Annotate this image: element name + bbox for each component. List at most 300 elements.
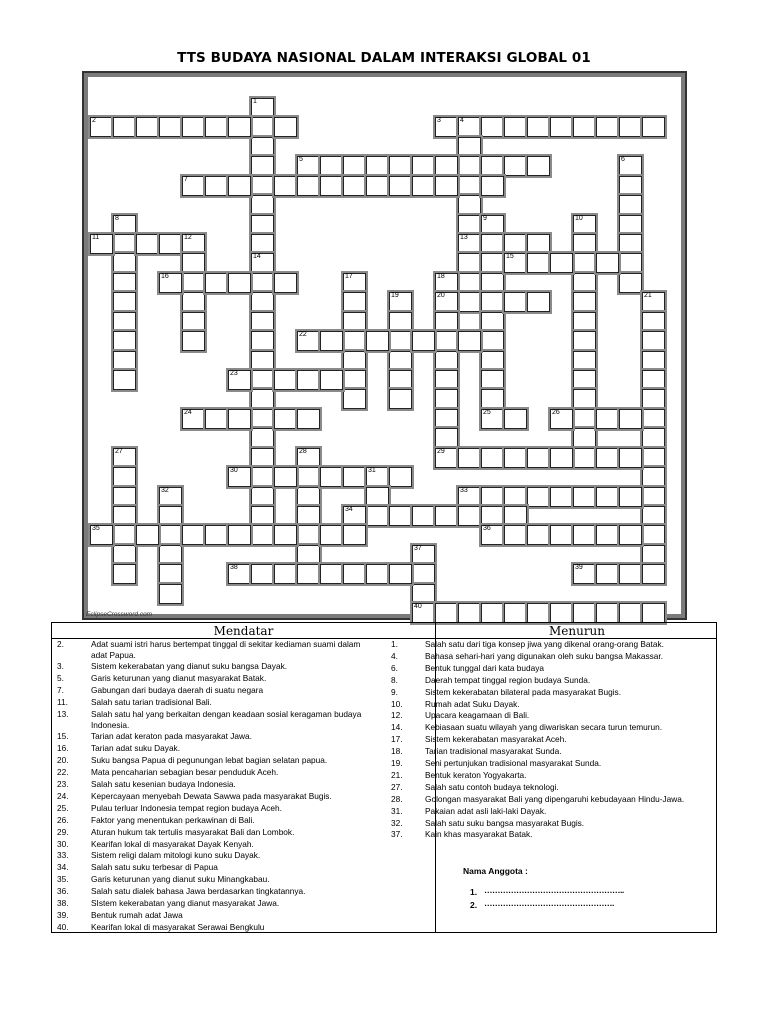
crossword-cell[interactable]	[113, 525, 136, 545]
crossword-cell[interactable]	[596, 603, 619, 623]
crossword-cell[interactable]	[458, 253, 481, 273]
crossword-cell[interactable]	[251, 273, 274, 293]
crossword-cell[interactable]	[159, 273, 182, 293]
crossword-cell[interactable]	[274, 467, 297, 487]
crossword-cell[interactable]	[274, 564, 297, 584]
crossword-cell[interactable]	[619, 564, 642, 584]
crossword-cell[interactable]	[228, 525, 251, 545]
crossword-cell[interactable]	[389, 351, 412, 371]
crossword-cell[interactable]	[527, 117, 550, 137]
crossword-cell[interactable]	[366, 331, 389, 351]
crossword-cell[interactable]	[504, 117, 527, 137]
crossword-cell[interactable]	[573, 234, 596, 254]
crossword-cell[interactable]	[113, 292, 136, 312]
crossword-cell[interactable]	[90, 117, 113, 137]
crossword-cell[interactable]	[435, 292, 458, 312]
crossword-cell[interactable]	[228, 409, 251, 429]
crossword-cell[interactable]	[366, 176, 389, 196]
crossword-cell[interactable]	[182, 331, 205, 351]
crossword-cell[interactable]	[573, 487, 596, 507]
crossword-cell[interactable]	[642, 409, 665, 429]
clue-text: Kepercayaan menyebah Dewata Sawwa pada masyarakat Bugis.	[91, 790, 332, 801]
crossword-cell[interactable]	[159, 506, 182, 526]
crossword-cell[interactable]	[435, 409, 458, 429]
crossword-cell[interactable]	[366, 156, 389, 176]
crossword-cell[interactable]	[458, 331, 481, 351]
crossword-cell[interactable]	[136, 117, 159, 137]
crossword-cell[interactable]	[113, 117, 136, 137]
crossword-cell[interactable]	[642, 525, 665, 545]
crossword-cell[interactable]	[343, 292, 366, 312]
cell-number: 32	[161, 486, 169, 494]
crossword-cell[interactable]	[573, 253, 596, 273]
crossword-cell[interactable]	[113, 215, 136, 235]
crossword-cell[interactable]	[182, 176, 205, 196]
crossword-cell[interactable]	[228, 370, 251, 390]
crossword-cell[interactable]	[481, 117, 504, 137]
cell-number: 38	[230, 564, 238, 572]
crossword-cell[interactable]	[435, 351, 458, 371]
crossword-cell[interactable]	[320, 176, 343, 196]
crossword-cell[interactable]	[458, 292, 481, 312]
crossword-cell[interactable]	[435, 331, 458, 351]
crossword-cell[interactable]	[642, 487, 665, 507]
crossword-cell[interactable]	[251, 156, 274, 176]
crossword-cell[interactable]	[481, 312, 504, 332]
crossword-cell[interactable]	[435, 370, 458, 390]
crossword-cell[interactable]	[366, 487, 389, 507]
crossword-cell[interactable]	[113, 331, 136, 351]
crossword-cell[interactable]	[412, 506, 435, 526]
crossword-cell[interactable]	[274, 525, 297, 545]
crossword-cell[interactable]	[642, 428, 665, 448]
crossword-cell[interactable]	[251, 351, 274, 371]
crossword-cell[interactable]	[481, 234, 504, 254]
crossword-cell[interactable]	[619, 117, 642, 137]
crossword-cell[interactable]	[573, 117, 596, 137]
crossword-cell[interactable]	[297, 525, 320, 545]
crossword-cell[interactable]	[458, 215, 481, 235]
crossword-cell[interactable]	[504, 603, 527, 623]
clue-item	[57, 839, 377, 850]
crossword-cell[interactable]	[642, 467, 665, 487]
crossword-cell[interactable]	[573, 215, 596, 235]
crossword-cell[interactable]	[389, 156, 412, 176]
crossword-cell[interactable]	[182, 312, 205, 332]
crossword-cell[interactable]	[596, 409, 619, 429]
crossword-cell[interactable]	[182, 273, 205, 293]
crossword-cell[interactable]	[619, 448, 642, 468]
clue-number: 4.	[391, 650, 398, 661]
crossword-cell[interactable]	[481, 176, 504, 196]
crossword-cell[interactable]	[297, 331, 320, 351]
crossword-cell[interactable]	[320, 156, 343, 176]
crossword-cell[interactable]	[619, 215, 642, 235]
crossword-cell[interactable]	[389, 467, 412, 487]
crossword-cell[interactable]	[527, 487, 550, 507]
crossword-cell[interactable]	[251, 98, 274, 118]
crossword-cell[interactable]	[435, 448, 458, 468]
crossword-cell[interactable]	[458, 234, 481, 254]
crossword-cell[interactable]	[642, 312, 665, 332]
crossword-cell[interactable]	[182, 409, 205, 429]
crossword-cell[interactable]	[642, 331, 665, 351]
crossword-cell[interactable]	[458, 117, 481, 137]
crossword-cell[interactable]	[550, 117, 573, 137]
crossword-cell[interactable]	[550, 409, 573, 429]
crossword-cell[interactable]	[343, 564, 366, 584]
crossword-cell[interactable]	[504, 292, 527, 312]
clue-text: Sistem kekerabatan yang dianut suku bangsa Dayak.	[91, 661, 288, 672]
crossword-cell[interactable]	[251, 292, 274, 312]
crossword-cell[interactable]	[274, 176, 297, 196]
crossword-cell[interactable]	[435, 312, 458, 332]
crossword-cell[interactable]	[205, 525, 228, 545]
crossword-cell[interactable]	[343, 273, 366, 293]
crossword-cell[interactable]	[251, 195, 274, 215]
crossword-cell[interactable]	[435, 428, 458, 448]
crossword-cell[interactable]	[481, 215, 504, 235]
crossword-cell[interactable]	[550, 603, 573, 623]
crossword-cell[interactable]	[113, 487, 136, 507]
crossword-cell[interactable]	[619, 273, 642, 293]
crossword-cell[interactable]	[596, 117, 619, 137]
crossword-cell[interactable]	[596, 253, 619, 273]
crossword-cell[interactable]	[619, 176, 642, 196]
crossword-cell[interactable]	[435, 603, 458, 623]
crossword-cell[interactable]	[182, 292, 205, 312]
crossword-cell[interactable]	[182, 117, 205, 137]
crossword-cell[interactable]	[504, 448, 527, 468]
crossword-cell[interactable]	[435, 389, 458, 409]
crossword-cell[interactable]	[251, 448, 274, 468]
crossword-cell[interactable]	[573, 389, 596, 409]
crossword-cell[interactable]	[458, 137, 481, 157]
crossword-cell[interactable]	[320, 564, 343, 584]
crossword-cell[interactable]	[366, 506, 389, 526]
crossword-cell[interactable]	[159, 584, 182, 604]
crossword-cell[interactable]	[343, 176, 366, 196]
clue-number: 34.	[57, 862, 69, 873]
crossword-cell[interactable]	[550, 487, 573, 507]
crossword-cell[interactable]	[182, 234, 205, 254]
crossword-cell[interactable]	[573, 273, 596, 293]
crossword-cell[interactable]	[297, 467, 320, 487]
crossword-cell[interactable]	[297, 448, 320, 468]
crossword-cell[interactable]	[205, 176, 228, 196]
crossword-cell[interactable]	[504, 156, 527, 176]
crossword-cell[interactable]	[389, 370, 412, 390]
crossword-cell[interactable]	[435, 156, 458, 176]
crossword-cell[interactable]	[458, 603, 481, 623]
crossword-cell[interactable]	[251, 234, 274, 254]
crossword-cell[interactable]	[573, 525, 596, 545]
crossword-cell[interactable]	[481, 487, 504, 507]
crossword-cell[interactable]	[596, 487, 619, 507]
crossword-cell[interactable]	[435, 506, 458, 526]
crossword-cell[interactable]	[159, 545, 182, 565]
crossword-cell[interactable]	[136, 234, 159, 254]
crossword-cell[interactable]	[527, 156, 550, 176]
crossword-cell[interactable]	[389, 389, 412, 409]
crossword-cell[interactable]	[619, 156, 642, 176]
crossword-cell[interactable]	[642, 564, 665, 584]
clue-item	[57, 922, 377, 933]
crossword-cell[interactable]	[205, 409, 228, 429]
crossword-cell[interactable]	[343, 156, 366, 176]
clue-number: 17.	[391, 734, 403, 745]
crossword-cell[interactable]	[504, 487, 527, 507]
crossword-cell[interactable]	[251, 487, 274, 507]
crossword-cell[interactable]	[159, 487, 182, 507]
crossword-cell[interactable]	[619, 487, 642, 507]
crossword-cell[interactable]	[481, 389, 504, 409]
crossword-cell[interactable]	[297, 370, 320, 390]
crossword-cell[interactable]	[274, 409, 297, 429]
crossword-cell[interactable]	[412, 156, 435, 176]
crossword-cell[interactable]	[412, 545, 435, 565]
crossword-cell[interactable]	[343, 506, 366, 526]
clue-number: 32.	[391, 817, 403, 828]
crossword-cell[interactable]	[458, 195, 481, 215]
crossword-cell[interactable]	[573, 292, 596, 312]
crossword-cell[interactable]	[458, 176, 481, 196]
cell-number: 15	[506, 253, 514, 261]
crossword-cell[interactable]	[251, 215, 274, 235]
crossword-cell[interactable]	[642, 292, 665, 312]
crossword-cell[interactable]	[228, 564, 251, 584]
crossword-cell[interactable]	[274, 117, 297, 137]
crossword-cell[interactable]	[412, 331, 435, 351]
crossword-cell[interactable]	[90, 525, 113, 545]
crossword-cell[interactable]	[573, 351, 596, 371]
cell-number: 28	[299, 447, 307, 455]
crossword-cell[interactable]	[297, 487, 320, 507]
crossword-cell[interactable]	[228, 176, 251, 196]
crossword-cell[interactable]	[205, 117, 228, 137]
crossword-cell[interactable]	[481, 253, 504, 273]
crossword-cell[interactable]	[159, 117, 182, 137]
crossword-cell[interactable]	[343, 467, 366, 487]
crossword-cell[interactable]	[205, 273, 228, 293]
crossword-cell[interactable]	[228, 467, 251, 487]
crossword-cell[interactable]	[113, 273, 136, 293]
crossword-cell[interactable]	[251, 389, 274, 409]
crossword-cell[interactable]	[251, 467, 274, 487]
crossword-cell[interactable]	[481, 525, 504, 545]
crossword-cell[interactable]	[113, 312, 136, 332]
crossword-cell[interactable]	[389, 312, 412, 332]
crossword-cell[interactable]	[251, 312, 274, 332]
crossword-cell[interactable]	[504, 409, 527, 429]
down-header: Menurun	[548, 624, 606, 638]
crossword-cell[interactable]	[504, 525, 527, 545]
crossword-cell[interactable]	[251, 137, 274, 157]
crossword-cell[interactable]	[642, 117, 665, 137]
crossword-cell[interactable]	[251, 409, 274, 429]
crossword-cell[interactable]	[573, 603, 596, 623]
crossword-cell[interactable]	[389, 292, 412, 312]
crossword-cell[interactable]	[297, 506, 320, 526]
crossword-cell[interactable]	[320, 370, 343, 390]
crossword-cell[interactable]	[458, 487, 481, 507]
crossword-cell[interactable]	[642, 351, 665, 371]
crossword-cell[interactable]	[642, 448, 665, 468]
crossword-cell[interactable]	[550, 448, 573, 468]
crossword-cell[interactable]	[343, 351, 366, 371]
crossword-cell[interactable]	[297, 176, 320, 196]
crossword-cell[interactable]	[251, 564, 274, 584]
crossword-cell[interactable]	[251, 428, 274, 448]
crossword-cell[interactable]	[343, 370, 366, 390]
crossword-cell[interactable]	[343, 331, 366, 351]
crossword-cell[interactable]	[366, 467, 389, 487]
crossword-cell[interactable]	[320, 331, 343, 351]
crossword-cell[interactable]	[343, 312, 366, 332]
crossword-cell[interactable]	[297, 564, 320, 584]
crossword-cell[interactable]	[90, 234, 113, 254]
crossword-cell[interactable]	[596, 564, 619, 584]
crossword-cell[interactable]	[412, 564, 435, 584]
crossword-cell[interactable]	[619, 409, 642, 429]
crossword-cell[interactable]	[113, 467, 136, 487]
crossword-cell[interactable]	[251, 253, 274, 273]
crossword-cell[interactable]	[642, 603, 665, 623]
crossword-cell[interactable]	[251, 331, 274, 351]
crossword-cell[interactable]	[619, 234, 642, 254]
clue-text: Bentuk tunggal dari kata budaya	[425, 662, 545, 673]
crossword-cell[interactable]	[619, 603, 642, 623]
crossword-cell[interactable]	[113, 253, 136, 273]
crossword-cell[interactable]	[412, 603, 435, 623]
crossword-cell[interactable]	[573, 312, 596, 332]
crossword-cell[interactable]	[481, 351, 504, 371]
crossword-cell[interactable]	[159, 564, 182, 584]
crossword-cell[interactable]	[481, 409, 504, 429]
crossword-cell[interactable]	[573, 409, 596, 429]
crossword-cell[interactable]	[619, 525, 642, 545]
crossword-cell[interactable]	[389, 506, 412, 526]
crossword-cell[interactable]	[113, 234, 136, 254]
crossword-cell[interactable]	[389, 176, 412, 196]
clue-text: Seni pertunjukan tradisional masyarakat Sunda.	[425, 758, 602, 768]
crossword-cell[interactable]	[527, 253, 550, 273]
crossword-cell[interactable]	[251, 370, 274, 390]
clue-item	[57, 827, 377, 838]
crossword-cell[interactable]	[435, 117, 458, 137]
crossword-cell[interactable]	[619, 195, 642, 215]
clue-text: Upacara keagamaan di Bali.	[425, 710, 530, 721]
cell-number: 31	[368, 467, 376, 475]
crossword-cell[interactable]	[527, 292, 550, 312]
crossword-cell[interactable]	[481, 448, 504, 468]
crossword-cell[interactable]	[435, 273, 458, 293]
crossword-cell[interactable]	[343, 525, 366, 545]
clue-item	[391, 734, 709, 745]
crossword-cell[interactable]	[504, 234, 527, 254]
crossword-cell[interactable]	[481, 156, 504, 176]
crossword-cell[interactable]	[596, 525, 619, 545]
crossword-cell[interactable]	[251, 117, 274, 137]
crossword-cell[interactable]	[182, 525, 205, 545]
crossword-cell[interactable]	[389, 331, 412, 351]
crossword-cell[interactable]	[320, 525, 343, 545]
crossword-cell[interactable]	[182, 253, 205, 273]
crossword-cell[interactable]	[113, 545, 136, 565]
crossword-cell[interactable]	[527, 234, 550, 254]
crossword-cell[interactable]	[550, 253, 573, 273]
crossword-cell[interactable]	[527, 448, 550, 468]
crossword-cell[interactable]	[481, 603, 504, 623]
crossword-cell[interactable]	[642, 389, 665, 409]
clue-text: Sistem kekerabatan bilateral pada masyarakat Bugis.	[425, 686, 622, 697]
crossword-cell[interactable]	[596, 448, 619, 468]
crossword-cell[interactable]	[274, 370, 297, 390]
crossword-cell[interactable]	[573, 370, 596, 390]
crossword-cell[interactable]	[458, 506, 481, 526]
crossword-cell[interactable]	[481, 273, 504, 293]
crossword-cell[interactable]	[412, 176, 435, 196]
crossword-cell[interactable]	[251, 506, 274, 526]
crossword-cell[interactable]	[527, 603, 550, 623]
crossword-cell[interactable]	[573, 564, 596, 584]
crossword-cell[interactable]	[642, 545, 665, 565]
crossword-cell[interactable]	[297, 409, 320, 429]
crossword-cell[interactable]	[159, 234, 182, 254]
crossword-cell[interactable]	[527, 525, 550, 545]
crossword-cell[interactable]	[619, 253, 642, 273]
crossword-cell[interactable]	[113, 564, 136, 584]
crossword-cell[interactable]	[366, 564, 389, 584]
crossword-cell[interactable]	[297, 156, 320, 176]
crossword-cell[interactable]	[136, 525, 159, 545]
crossword-cell[interactable]	[550, 525, 573, 545]
crossword-cell[interactable]	[113, 351, 136, 371]
crossword-cell[interactable]	[251, 176, 274, 196]
crossword-cell[interactable]	[573, 331, 596, 351]
crossword-cell[interactable]	[412, 584, 435, 604]
crossword-cell[interactable]	[573, 428, 596, 448]
crossword-cell[interactable]	[389, 564, 412, 584]
crossword-cell[interactable]	[228, 273, 251, 293]
crossword-cell[interactable]	[481, 506, 504, 526]
crossword-cell[interactable]	[573, 448, 596, 468]
crossword-cell[interactable]	[504, 253, 527, 273]
crossword-cell[interactable]	[481, 331, 504, 351]
crossword-cell[interactable]	[435, 176, 458, 196]
crossword-cell[interactable]	[458, 156, 481, 176]
crossword-cell[interactable]	[228, 117, 251, 137]
crossword-cell[interactable]	[481, 292, 504, 312]
crossword-cell[interactable]	[481, 370, 504, 390]
crossword-cell[interactable]	[343, 389, 366, 409]
crossword-cell[interactable]	[458, 448, 481, 468]
crossword-cell[interactable]	[458, 273, 481, 293]
clue-text: Mata pencaharian sebagian besar penduduk Aceh.	[91, 767, 279, 778]
crossword-cell[interactable]	[642, 506, 665, 526]
crossword-cell[interactable]	[504, 506, 527, 526]
crossword-cell[interactable]	[113, 370, 136, 390]
crossword-cell[interactable]	[320, 467, 343, 487]
crossword-cell[interactable]	[113, 448, 136, 468]
crossword-cell[interactable]	[642, 370, 665, 390]
crossword-cell[interactable]	[251, 525, 274, 545]
clue-item	[57, 910, 377, 921]
crossword-cell[interactable]	[297, 545, 320, 565]
crossword-cell[interactable]	[159, 525, 182, 545]
crossword-cell[interactable]	[113, 506, 136, 526]
crossword-cell[interactable]	[274, 273, 297, 293]
